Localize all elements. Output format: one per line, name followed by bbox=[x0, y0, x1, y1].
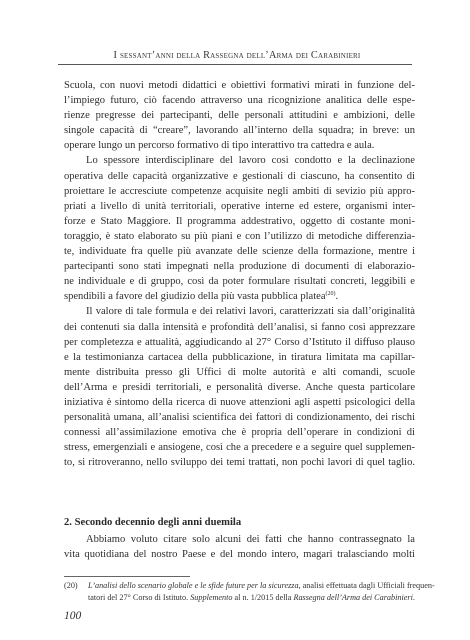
text-line: vita quotidiana del nostro Paese e del mondo intero, magari tralasciando molti bbox=[64, 549, 415, 561]
text-line: proiettare le accresciute competenze acquisite negli ambiti di sevizio più appro- bbox=[64, 185, 415, 197]
text-line: toraggio, è stato elaborato su più piani e con l’utilizzo di metodiche differenzia- bbox=[64, 230, 415, 242]
text-line: mente distribuita presso gli Uffici di molte autorità e alti comandi, scuole bbox=[64, 366, 415, 378]
text-line: singole capacità di “creare”, lavorando all’interno della squadra; in breve: un bbox=[64, 125, 415, 137]
text-line: per completezza e attualità, aggiudicando al 27° Corso d’Istituto il diffuso plauso bbox=[64, 336, 415, 348]
running-head: I sessant’anni della Rassegna dell’Arma dei Carabinieri bbox=[113, 50, 361, 61]
text-line: stress, emergenziali e ansiogene, così che a precedere e a seguire quel supplemen- bbox=[64, 442, 415, 454]
header-rule bbox=[58, 64, 412, 65]
footnote-title: L’analisi dello scenario globale e le sfide future per la sicurezza bbox=[88, 581, 299, 590]
text-line: spendibili a favore del giudizio della più vasta pubblica platea$^{(20)}$. bbox=[64, 291, 339, 303]
body-text bbox=[64, 78, 415, 470]
footnote-journal: Rassegna dell’Arma dei Carabinieri bbox=[293, 592, 413, 602]
text-line: dei contenuti sia dalla intensità e profondità dell’analisi, si fanno così apprezzare bbox=[64, 321, 415, 333]
text-line: to, si ritroveranno, nello sviluppo dei temi trattati, non pochi lavori di quel taglio. bbox=[64, 457, 415, 469]
text-line: Abbiamo voluto citare solo alcuni dei fatti che hanno contrassegnato la bbox=[86, 534, 415, 545]
text-line: operativa delle capacità organizzative e gestionali di ciascuno, ha consentito di bbox=[64, 170, 415, 182]
text-line: dell’Arma e presidi territoriali, e personalità diverse. Anche questa particolare bbox=[64, 381, 415, 393]
footnote-text-part: al n. 1/2015 della bbox=[232, 592, 294, 602]
footnote-text bbox=[88, 580, 435, 603]
text-line: partecipanti sono stati impegnati nella produzione di documenti di elaborazio- bbox=[64, 261, 415, 273]
text-line: Il valore di tale formula e dei relativi lavori, caratterizzati sia dall’originalità bbox=[86, 306, 415, 318]
text-line: Lo spessore interdisciplinare del lavoro così condotto e la declinazione bbox=[86, 155, 415, 167]
text-line: forze e Stato Maggiore. Il programma addestrativo, oggetto di costante moni- bbox=[64, 215, 415, 227]
text-line: ne individuale e di gruppo, così da poter formulare risultati concreti, leggibili e bbox=[64, 276, 415, 288]
footnote-supplement: Supplemento bbox=[190, 592, 233, 602]
text-line: e la testimonianza cartacea della pubblicazione, in tiratura limitata ma capillar- bbox=[64, 351, 415, 363]
footnote-reference[interactable]: (20) bbox=[325, 291, 336, 298]
footnote-rule bbox=[64, 576, 190, 577]
footnote bbox=[64, 580, 435, 603]
page-number: 100 bbox=[64, 610, 82, 622]
footnote-number: (20) bbox=[64, 581, 78, 590]
text-line: rienze pregresse dei partecipanti, delle personali attitudini e ambizioni, delle bbox=[64, 110, 415, 122]
text-line: te, individuate fra quelle più avanzate delle scienze della formazione, mentre i bbox=[64, 246, 415, 258]
text-line: personalità umana, all’analisi scientifica dei fattori di condizionamento, dei rischi bbox=[64, 412, 415, 424]
footnote-text-part: tatori del 27° Corso di Istituto. bbox=[88, 592, 191, 602]
section-body bbox=[64, 532, 415, 562]
text-line: operare lungo un percorso formativo di tipo interattivo tra cattedra e aula. bbox=[64, 140, 375, 152]
section-heading: 2. Secondo decennio degli anni duemila bbox=[64, 517, 242, 528]
footnote-line bbox=[88, 592, 415, 604]
text-line: connessi all’assimilazione emotiva che è propria dell’operare in condizioni di bbox=[64, 427, 415, 439]
footnote-line bbox=[88, 580, 435, 592]
text-line: iniziativa è sintomo della ricerca di nuove attenzioni agli aspetti psicologici della bbox=[64, 396, 415, 408]
text-line-content: spendibili a favore del giudizio della più vasta pubblica platea bbox=[64, 291, 326, 303]
text-line: priati a livello di unità territoriali, operative interne ed estere, organismi inter- bbox=[64, 200, 415, 212]
footnote-text-part: . bbox=[412, 592, 415, 602]
text-line: l’impiego futuro, ciò facendo attraverso una ricognizione analitica delle espe- bbox=[64, 95, 415, 107]
text-line: Scuola, con nuovi metodi didattici e obiettivi formativi mirati in funzione del- bbox=[64, 80, 415, 91]
footnote-text-part: , analisi effettuata dagli Ufficiali frequen- bbox=[298, 581, 435, 590]
